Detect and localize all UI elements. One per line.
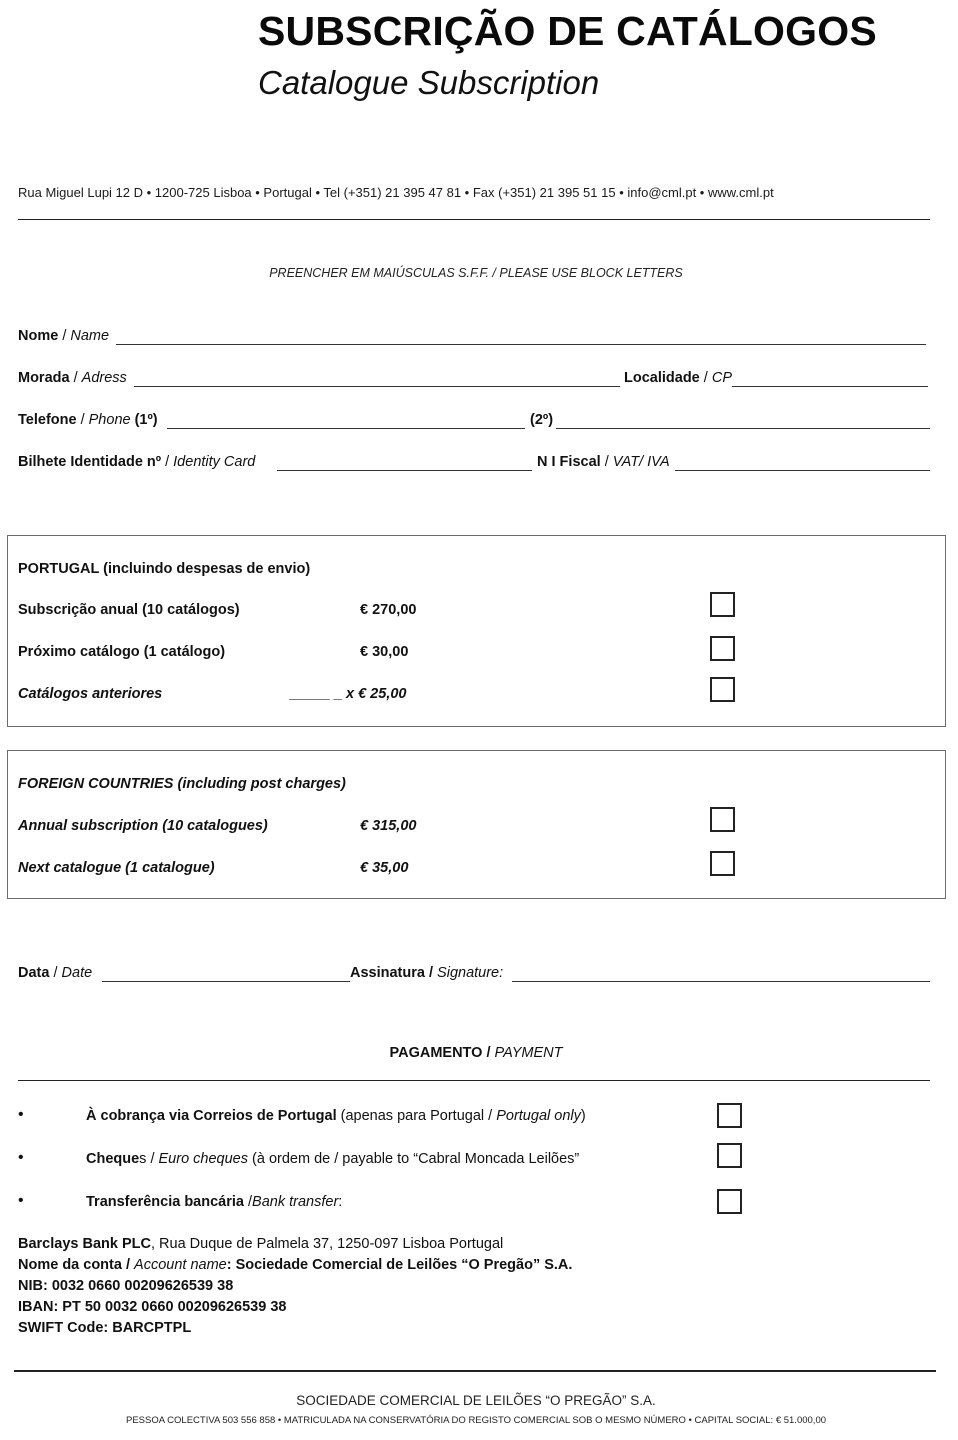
foreign-next-checkbox[interactable] bbox=[710, 851, 735, 876]
locality-label-en: CP bbox=[711, 370, 732, 386]
foreign-item-label: Next catalogue (1 catalogue) bbox=[18, 860, 215, 876]
option-italic: Portugal only bbox=[496, 1108, 581, 1124]
separator: / bbox=[699, 370, 712, 386]
id-card-field[interactable] bbox=[277, 470, 532, 471]
option-italic: Euro cheques bbox=[158, 1151, 248, 1167]
footer-company: SOCIEDADE COMERCIAL DE LEILÕES “O PREGÃO” S.A. bbox=[296, 1393, 656, 1408]
account-label-pt: Nome da conta / bbox=[18, 1257, 135, 1273]
date-field[interactable] bbox=[102, 981, 350, 982]
foreign-item-price: € 315,00 bbox=[360, 818, 417, 834]
payment-heading-en: PAYMENT bbox=[494, 1045, 563, 1061]
option-text: (apenas para Portugal / bbox=[336, 1108, 497, 1124]
name-field[interactable] bbox=[116, 344, 926, 345]
header-divider bbox=[18, 219, 930, 220]
account-value: : Sociedade Comercial de Leilões “O Pregão” S.A. bbox=[226, 1257, 573, 1273]
foreign-annual-checkbox[interactable] bbox=[710, 807, 735, 832]
option-tail: (à ordem de / payable to “Cabral Moncada Leilões” bbox=[248, 1151, 580, 1167]
option-bold: Cheque bbox=[86, 1151, 140, 1167]
portugal-previous-checkbox[interactable] bbox=[710, 677, 735, 702]
footer-legal: PESSOA COLECTIVA 503 556 858 • MATRICULADA NA CONSERVATÓRIA DO REGISTO COMERCIAL SOB O MESMO NÚMERO • CAPITAL SOCIAL: € 51.000,00 bbox=[125, 1415, 827, 1426]
payment-cheque-checkbox[interactable] bbox=[717, 1143, 742, 1168]
payment-cod-checkbox[interactable] bbox=[717, 1103, 742, 1128]
foreign-item-label: Annual subscription (10 catalogues) bbox=[18, 818, 268, 834]
portugal-item-label: Catálogos anteriores bbox=[18, 686, 163, 702]
signature-label bbox=[350, 965, 503, 981]
option-text: / bbox=[243, 1194, 253, 1210]
bank-name-line bbox=[18, 1236, 503, 1252]
separator: / bbox=[482, 1045, 495, 1061]
name-label-pt: Nome bbox=[18, 328, 59, 344]
portugal-heading: PORTUGAL (incluindo despesas de envio) bbox=[18, 561, 311, 577]
option-bold: À cobrança via Correios de Portugal bbox=[86, 1108, 337, 1124]
signature-label-en: Signature: bbox=[437, 965, 504, 981]
date-label bbox=[18, 965, 92, 981]
address-label-en: Adress bbox=[81, 370, 127, 386]
payment-divider bbox=[18, 1080, 930, 1081]
date-label-pt: Data bbox=[18, 965, 50, 981]
address-field[interactable] bbox=[134, 386, 620, 387]
id-card-label-en: Identity Card bbox=[173, 454, 256, 470]
locality-field[interactable] bbox=[732, 386, 928, 387]
phone2-field[interactable] bbox=[556, 428, 930, 429]
separator: / bbox=[69, 370, 82, 386]
separator: / bbox=[76, 412, 89, 428]
option-tail: : bbox=[338, 1194, 343, 1210]
phone2-label: (2º) bbox=[530, 412, 554, 428]
name-label-en: Name bbox=[70, 328, 110, 344]
bullet-icon: • bbox=[18, 1192, 24, 1209]
nib-line: NIB: 0032 0660 00209626539 38 bbox=[18, 1278, 234, 1294]
portugal-item-price: € 30,00 bbox=[360, 644, 409, 660]
option-bold: Transferência bancária bbox=[86, 1194, 244, 1210]
phone1-field[interactable] bbox=[167, 428, 525, 429]
bullet-icon: • bbox=[18, 1149, 24, 1166]
payment-heading-pt: PAGAMENTO bbox=[389, 1045, 483, 1061]
iban-line: IBAN: PT 50 0032 0660 00209626539 38 bbox=[18, 1299, 287, 1315]
account-label-en: Account name bbox=[134, 1257, 227, 1273]
portugal-next-checkbox[interactable] bbox=[710, 636, 735, 661]
name-label bbox=[18, 328, 109, 344]
signature-label-pt: Assinatura bbox=[350, 965, 425, 981]
option-italic: Bank transfer bbox=[252, 1194, 339, 1210]
phone-label-pt: Telefone bbox=[18, 412, 77, 428]
payment-option-cheque bbox=[86, 1151, 579, 1167]
portugal-item-label: Próximo catálogo (1 catálogo) bbox=[18, 644, 226, 660]
portugal-item-price: € 270,00 bbox=[360, 602, 417, 618]
separator: / bbox=[424, 965, 438, 981]
vat-label-pt: N I Fiscal bbox=[537, 454, 601, 470]
id-card-label bbox=[18, 454, 255, 470]
foreign-item-price: € 35,00 bbox=[360, 860, 409, 876]
separator: / bbox=[49, 965, 62, 981]
phone1-suffix: (1º) bbox=[130, 412, 158, 428]
payment-transfer-checkbox[interactable] bbox=[717, 1189, 742, 1214]
footer-divider bbox=[14, 1370, 936, 1372]
phone1-label bbox=[18, 412, 158, 428]
swift-line: SWIFT Code: BARCPTPL bbox=[18, 1320, 192, 1336]
address-label-pt: Morada bbox=[18, 370, 70, 386]
phone-label-en: Phone bbox=[88, 412, 131, 428]
account-name-line bbox=[18, 1257, 572, 1273]
bank-name: Barclays Bank PLC bbox=[18, 1236, 151, 1252]
separator: / bbox=[161, 454, 174, 470]
locality-label bbox=[624, 370, 732, 386]
payment-heading bbox=[0, 1045, 952, 1061]
payment-option-cod bbox=[86, 1108, 586, 1124]
signature-field[interactable] bbox=[512, 981, 930, 982]
id-card-label-pt: Bilhete Identidade nº bbox=[18, 454, 162, 470]
separator: / bbox=[600, 454, 613, 470]
address-label bbox=[18, 370, 127, 386]
page-title: SUBSCRIÇÃO DE CATÁLOGOS bbox=[258, 8, 877, 54]
separator: / bbox=[58, 328, 71, 344]
portugal-annual-checkbox[interactable] bbox=[710, 592, 735, 617]
portugal-item-price: x € 25,00 bbox=[346, 686, 407, 702]
payment-option-transfer bbox=[86, 1194, 342, 1210]
bullet-icon: • bbox=[18, 1106, 24, 1123]
contact-line: Rua Miguel Lupi 12 D • 1200-725 Lisboa • Portugal • Tel (+351) 21 395 47 81 • Fax (+351) 21 395 51 15 • info@cml.pt • www.cml.pt bbox=[18, 185, 774, 200]
previous-catalogues-qty-field[interactable]: _____ _ bbox=[290, 686, 343, 702]
bank-address: , Rua Duque de Palmela 37, 1250-097 Lisboa Portugal bbox=[150, 1236, 504, 1252]
date-label-en: Date bbox=[61, 965, 93, 981]
vat-label-en: VAT/ IVA bbox=[612, 454, 670, 470]
foreign-heading: FOREIGN COUNTRIES (including post charges) bbox=[18, 776, 346, 792]
vat-field[interactable] bbox=[675, 470, 930, 471]
block-letters-notice: PREENCHER EM MAIÚSCULAS S.F.F. / PLEASE USE BLOCK LETTERS bbox=[269, 266, 683, 280]
option-tail: ) bbox=[580, 1108, 586, 1124]
locality-label-pt: Localidade bbox=[624, 370, 700, 386]
page-subtitle: Catalogue Subscription bbox=[258, 64, 600, 101]
portugal-item-label: Subscrição anual (10 catálogos) bbox=[18, 602, 240, 618]
option-text: s / bbox=[139, 1151, 159, 1167]
vat-label bbox=[537, 454, 670, 470]
